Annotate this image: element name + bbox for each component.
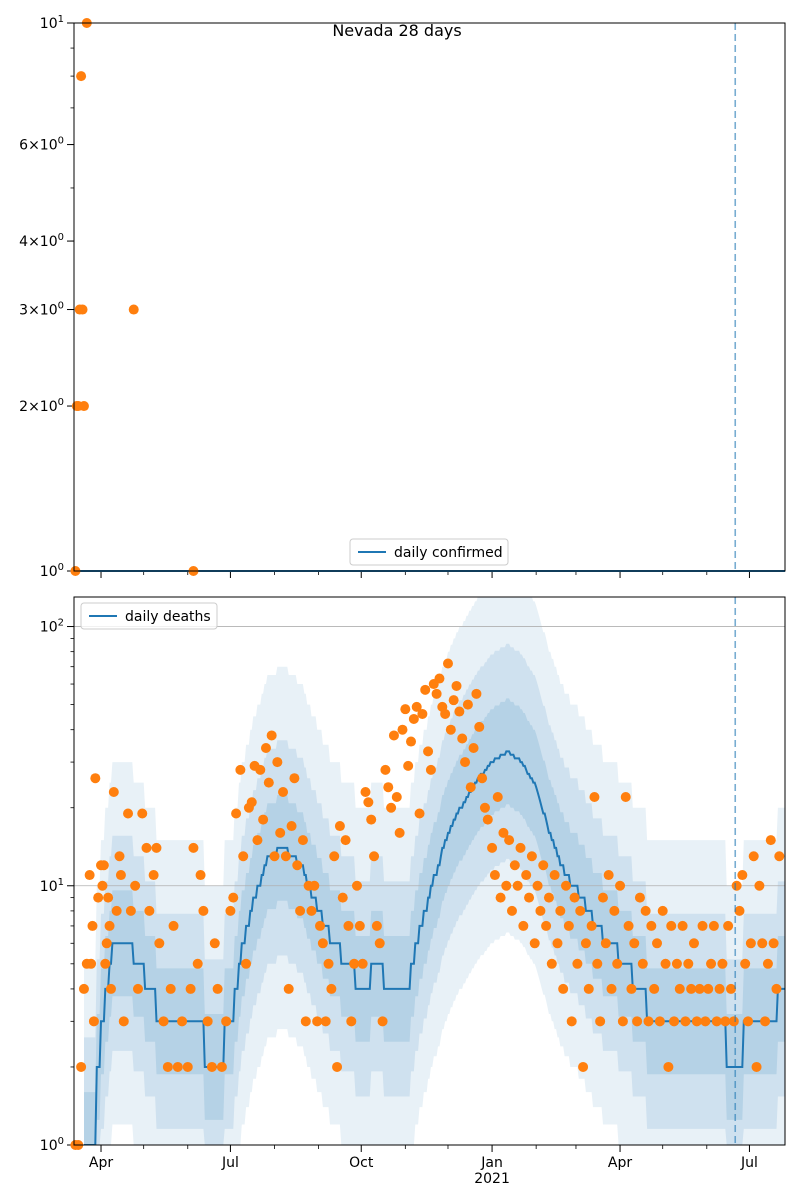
data-point	[198, 906, 208, 916]
data-point	[426, 765, 436, 775]
data-point	[683, 959, 693, 969]
data-point	[338, 893, 348, 903]
data-point	[306, 906, 316, 916]
data-point	[295, 906, 305, 916]
data-point	[463, 700, 473, 710]
data-point	[449, 695, 459, 705]
data-point	[487, 843, 497, 853]
y-tick-label: $10^0$	[39, 562, 64, 580]
data-point	[183, 1062, 193, 1072]
y-tick-label: $6\times 10^0$	[19, 135, 64, 154]
y-tick-label: $10^1$	[39, 14, 64, 32]
data-point	[652, 938, 662, 948]
data-point	[389, 730, 399, 740]
data-point	[460, 757, 470, 767]
data-point	[97, 881, 107, 891]
data-point	[329, 851, 339, 861]
data-point	[235, 765, 245, 775]
data-point	[99, 860, 109, 870]
data-point	[567, 1016, 577, 1026]
data-point	[624, 921, 634, 931]
data-point	[706, 959, 716, 969]
data-point	[774, 851, 784, 861]
data-point	[343, 921, 353, 931]
data-point	[228, 893, 238, 903]
data-point	[507, 906, 517, 916]
data-point	[321, 1016, 331, 1026]
data-point	[601, 938, 611, 948]
data-point	[369, 851, 379, 861]
data-point	[740, 959, 750, 969]
data-point	[629, 938, 639, 948]
data-point	[712, 1016, 722, 1026]
data-point	[301, 1016, 311, 1026]
data-point	[315, 921, 325, 931]
data-point	[552, 938, 562, 948]
data-point	[715, 984, 725, 994]
data-point	[129, 305, 139, 315]
data-point	[675, 984, 685, 994]
data-point	[90, 773, 100, 783]
data-point	[247, 797, 257, 807]
data-point	[469, 743, 479, 753]
data-point	[332, 1062, 342, 1072]
data-point	[89, 1016, 99, 1026]
x-tick-label: Apr	[88, 1155, 114, 1171]
data-point	[318, 938, 328, 948]
y-tick-label: $4\times 10^0$	[19, 232, 64, 251]
x-tick-label: Jul	[740, 1155, 758, 1171]
data-point	[454, 707, 464, 717]
data-point	[452, 681, 462, 691]
x-tick-label: Apr	[607, 1155, 633, 1171]
data-point	[443, 659, 453, 669]
data-point	[561, 881, 571, 891]
data-point	[358, 959, 368, 969]
data-point	[618, 1016, 628, 1026]
data-point	[78, 305, 88, 315]
data-point	[163, 1062, 173, 1072]
data-point	[372, 921, 382, 931]
data-point	[349, 959, 359, 969]
data-point	[417, 709, 427, 719]
data-point	[570, 893, 580, 903]
data-point	[635, 893, 645, 903]
data-point	[159, 1016, 169, 1026]
data-point	[680, 1016, 690, 1026]
data-point	[267, 730, 277, 740]
data-point	[766, 835, 776, 845]
data-point	[607, 984, 617, 994]
y-tick-label: $10^1$	[39, 876, 64, 895]
data-point	[361, 787, 371, 797]
data-point	[166, 984, 176, 994]
data-point	[535, 906, 545, 916]
data-point	[102, 938, 112, 948]
data-point	[516, 843, 526, 853]
data-point	[119, 1016, 129, 1026]
data-point	[144, 906, 154, 916]
data-point	[564, 921, 574, 931]
data-point	[392, 792, 402, 802]
data-point	[106, 984, 116, 994]
data-point	[278, 787, 288, 797]
data-point	[79, 401, 89, 411]
data-point	[749, 851, 759, 861]
data-point	[672, 959, 682, 969]
data-point	[395, 828, 405, 838]
data-point	[432, 689, 442, 699]
data-point	[341, 835, 351, 845]
data-point	[661, 959, 671, 969]
data-point	[612, 959, 622, 969]
data-point	[225, 906, 235, 916]
data-point	[366, 815, 376, 825]
data-point	[501, 881, 511, 891]
data-point	[154, 938, 164, 948]
data-point	[378, 1016, 388, 1026]
x-year-label: 2021	[474, 1171, 510, 1187]
data-point	[86, 959, 96, 969]
data-point	[669, 1016, 679, 1026]
data-point	[109, 787, 119, 797]
data-point	[692, 1016, 702, 1026]
data-point	[270, 851, 280, 861]
data-point	[312, 1016, 322, 1026]
data-point	[646, 921, 656, 931]
data-point	[649, 984, 659, 994]
data-point	[595, 1016, 605, 1026]
data-point	[555, 906, 565, 916]
data-point	[207, 1062, 217, 1072]
data-point	[658, 906, 668, 916]
data-point	[272, 757, 282, 767]
data-point	[346, 1016, 356, 1026]
data-point	[581, 938, 591, 948]
data-point	[264, 778, 274, 788]
data-point	[521, 870, 531, 880]
data-point	[638, 959, 648, 969]
data-point	[703, 984, 713, 994]
data-point	[457, 733, 467, 743]
data-point	[440, 709, 450, 719]
data-point	[252, 835, 262, 845]
data-point	[737, 870, 747, 880]
data-point	[493, 792, 503, 802]
x-tick-label: Jul	[221, 1155, 239, 1171]
data-point	[275, 828, 285, 838]
data-point	[298, 835, 308, 845]
data-point	[541, 921, 551, 931]
y-tick-label: $3\times 10^0$	[19, 300, 64, 319]
data-point	[375, 938, 385, 948]
data-point	[355, 921, 365, 931]
data-point	[589, 792, 599, 802]
data-point	[490, 870, 500, 880]
data-point	[592, 959, 602, 969]
data-point	[558, 984, 568, 994]
data-point	[538, 860, 548, 870]
data-point	[754, 881, 764, 891]
data-point	[93, 893, 103, 903]
data-point	[686, 984, 696, 994]
data-point	[434, 674, 444, 684]
data-point	[397, 725, 407, 735]
data-point	[700, 1016, 710, 1026]
data-point	[604, 870, 614, 880]
x-tick-label: Jan	[481, 1155, 503, 1171]
data-point	[466, 782, 476, 792]
data-point	[241, 959, 251, 969]
data-point	[732, 881, 742, 891]
data-point	[643, 1016, 653, 1026]
data-point	[474, 722, 484, 732]
data-point	[238, 851, 248, 861]
data-point	[142, 843, 152, 853]
data-point	[663, 1062, 673, 1072]
data-point	[151, 843, 161, 853]
data-point	[763, 959, 773, 969]
data-point	[292, 860, 302, 870]
data-point	[105, 921, 115, 931]
data-point	[689, 938, 699, 948]
data-point	[641, 906, 651, 916]
data-point	[380, 765, 390, 775]
data-point	[578, 1062, 588, 1072]
data-point	[289, 773, 299, 783]
data-point	[729, 1016, 739, 1026]
data-point	[76, 1062, 86, 1072]
data-point	[547, 959, 557, 969]
figure-title: Nevada 28 days	[332, 21, 462, 40]
data-point	[769, 938, 779, 948]
data-point	[324, 959, 334, 969]
data-point	[483, 815, 493, 825]
data-point	[210, 938, 220, 948]
data-point	[196, 870, 206, 880]
data-point	[655, 1016, 665, 1026]
data-point	[771, 984, 781, 994]
data-point	[717, 959, 727, 969]
data-point	[698, 921, 708, 931]
data-point	[575, 906, 585, 916]
data-point	[609, 906, 619, 916]
data-point	[518, 921, 528, 931]
data-point	[746, 938, 756, 948]
data-point	[213, 984, 223, 994]
data-point	[335, 821, 345, 831]
data-point	[87, 921, 97, 931]
data-point	[149, 870, 159, 880]
data-point	[415, 809, 425, 819]
data-point	[383, 782, 393, 792]
data-point	[709, 921, 719, 931]
data-point	[400, 704, 410, 714]
data-point	[217, 1062, 227, 1072]
data-point	[598, 893, 608, 903]
data-point	[496, 893, 506, 903]
data-point	[193, 959, 203, 969]
data-point	[103, 893, 113, 903]
data-point	[510, 860, 520, 870]
data-point	[116, 870, 126, 880]
data-point	[309, 881, 319, 891]
data-point	[115, 851, 125, 861]
y-tick-label: $10^2$	[39, 617, 64, 636]
legend-label: daily deaths	[125, 609, 211, 625]
data-point	[513, 881, 523, 891]
data-point	[386, 803, 396, 813]
data-point	[480, 803, 490, 813]
data-point	[524, 893, 534, 903]
data-point	[572, 959, 582, 969]
data-point	[352, 881, 362, 891]
data-point	[287, 821, 297, 831]
legend-label: daily confirmed	[394, 545, 503, 561]
data-point	[169, 921, 179, 931]
data-point	[231, 809, 241, 819]
data-point	[79, 984, 89, 994]
data-point	[533, 881, 543, 891]
y-tick-label: $2\times 10^0$	[19, 397, 64, 416]
data-point	[527, 851, 537, 861]
data-point	[720, 1016, 730, 1026]
data-point	[126, 906, 136, 916]
data-point	[530, 938, 540, 948]
data-point	[760, 1016, 770, 1026]
data-point	[678, 921, 688, 931]
data-point	[752, 1062, 762, 1072]
data-point	[403, 761, 413, 771]
data-point	[76, 71, 86, 81]
data-point	[477, 773, 487, 783]
data-point	[186, 984, 196, 994]
data-point	[281, 851, 291, 861]
data-point	[137, 809, 147, 819]
data-point	[261, 743, 271, 753]
data-point	[666, 921, 676, 931]
data-point	[544, 893, 554, 903]
y-tick-label: $10^0$	[39, 1136, 64, 1154]
data-point	[85, 870, 95, 880]
data-point	[615, 881, 625, 891]
data-point	[621, 792, 631, 802]
data-point	[123, 809, 133, 819]
data-point	[626, 984, 636, 994]
data-point	[446, 725, 456, 735]
data-point	[504, 835, 514, 845]
data-point	[133, 984, 143, 994]
data-point	[130, 881, 140, 891]
data-point	[423, 746, 433, 756]
data-point	[221, 1016, 231, 1026]
data-point	[173, 1062, 183, 1072]
data-point	[255, 765, 265, 775]
data-point	[258, 815, 268, 825]
data-point	[695, 984, 705, 994]
data-point	[471, 689, 481, 699]
data-point	[550, 870, 560, 880]
data-point	[112, 906, 122, 916]
x-tick-label: Oct	[349, 1155, 374, 1171]
data-point	[743, 1016, 753, 1026]
data-point	[177, 1016, 187, 1026]
data-point	[409, 714, 419, 724]
data-point	[326, 984, 336, 994]
data-point	[284, 984, 294, 994]
data-point	[100, 959, 110, 969]
data-point	[587, 921, 597, 931]
data-point	[203, 1016, 213, 1026]
data-point	[188, 843, 198, 853]
data-point	[632, 1016, 642, 1026]
data-point	[406, 737, 416, 747]
data-point	[757, 938, 767, 948]
data-point	[723, 921, 733, 931]
data-point	[420, 685, 430, 695]
data-point	[363, 797, 373, 807]
data-point	[584, 984, 594, 994]
